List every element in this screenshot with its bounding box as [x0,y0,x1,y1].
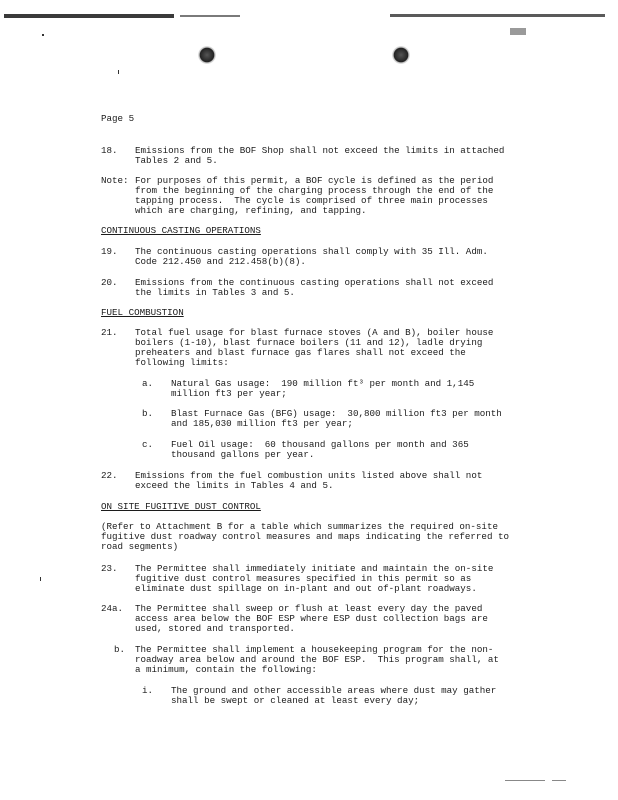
subitem-letter: b. [114,644,126,655]
paragraph-line: Fuel Oil usage: 60 thousand gallons per month and 365 [171,439,469,450]
subitem-letter: c. [142,439,154,450]
item-number: 21. [101,327,118,338]
paragraph-line: million ft3 per year; [171,388,287,399]
page-number: Page 5 [101,113,135,124]
scan-speck [42,34,44,36]
paragraph-line: Emissions from the BOF Shop shall not exceed the limits in attached [135,145,505,156]
paragraph-line: from the beginning of the charging process through the end of the [135,185,494,196]
section-heading: ON SITE FUGITIVE DUST CONTROL [101,501,261,512]
paragraph-line: eliminate dust spillage on in-plant and out of-plant roadways. [135,583,477,594]
subitem-letter: a. [142,378,154,389]
paragraph-line: exceed the limits in Tables 4 and 5. [135,480,334,491]
item-number: 24a. [101,603,124,614]
scan-artifact [505,780,545,781]
paragraph-line: Blast Furnace Gas (BFG) usage: 30,800 million ft3 per month [171,408,502,419]
subitem-roman: i. [142,685,154,696]
paragraph-line: preheaters and blast furnace gas flares shall not exceed the [135,347,466,358]
paragraph-line: The Permittee shall implement a housekeeping program for the non- [135,644,494,655]
paragraph-line: a minimum, contain the following: [135,664,317,675]
note-label: Note: [101,175,129,186]
paragraph-line: and 185,030 million ft3 per year; [171,418,353,429]
paragraph-line: Emissions from the continuous casting operations shall not exceed [135,277,494,288]
paragraph-line: For purposes of this permit, a BOF cycle is defined as the period [135,175,494,186]
paragraph-line: Tables 2 and 5. [135,155,218,166]
paragraph-line: used, stored and transported. [135,623,295,634]
paragraph-line: the limits in Tables 3 and 5. [135,287,295,298]
scan-artifact [4,14,174,18]
paragraph-line: thousand gallons per year. [171,449,315,460]
paragraph-line: The Permittee shall sweep or flush at least every day the paved [135,603,483,614]
scan-artifact [180,15,240,17]
paragraph-line: Code 212.450 and 212.458(b)(8). [135,256,306,267]
item-number: 18. [101,145,118,156]
paragraph-line: tapping process. The cycle is comprised of three main processes [135,195,488,206]
item-number: 23. [101,563,118,574]
section-heading: CONTINUOUS CASTING OPERATIONS [101,225,261,236]
paragraph-line: roadway area below and around the BOF ESP. This program shall, at [135,654,499,665]
item-number: 20. [101,277,118,288]
section-heading: FUEL COMBUSTION [101,307,184,318]
paragraph-line: fugitive dust control measures specified in this permit so as [135,573,472,584]
paragraph-line: Emissions from the fuel combustion units listed above shall not [135,470,483,481]
subitem-letter: b. [142,408,154,419]
paragraph-line: access area below the BOF ESP where ESP dust collection bags are [135,613,488,624]
paragraph-line: fugitive dust roadway control measures and maps indicating the referred to [101,531,509,542]
stamp-mark [510,28,526,35]
scan-speck [118,70,119,74]
scan-artifact [552,780,566,781]
paragraph-line: The continuous casting operations shall comply with 35 Ill. Adm. [135,246,488,257]
paragraph-line: following limits: [135,357,229,368]
paragraph-line: Natural Gas usage: 190 million ft³ per month and 1,145 [171,378,475,389]
item-number: 22. [101,470,118,481]
paragraph-line: which are charging, refining, and tapping. [135,205,367,216]
hole-punch-icon [392,46,410,64]
paragraph-line: The Permittee shall immediately initiate and maintain the on-site [135,563,494,574]
paragraph-line: The ground and other accessible areas where dust may gather [171,685,497,696]
item-number: 19. [101,246,118,257]
paragraph-line: boilers (1-10), blast furnace boilers (11 and 12), ladle drying [135,337,483,348]
scan-artifact [390,14,605,17]
paragraph-line: Total fuel usage for blast furnace stoves (A and B), boiler house [135,327,494,338]
paragraph-line: road segments) [101,541,179,552]
hole-punch-icon [198,46,216,64]
scan-speck [40,577,41,581]
paragraph-line: (Refer to Attachment B for a table which summarizes the required on-site [101,521,498,532]
paragraph-line: shall be swept or cleaned at least every day; [171,695,420,706]
